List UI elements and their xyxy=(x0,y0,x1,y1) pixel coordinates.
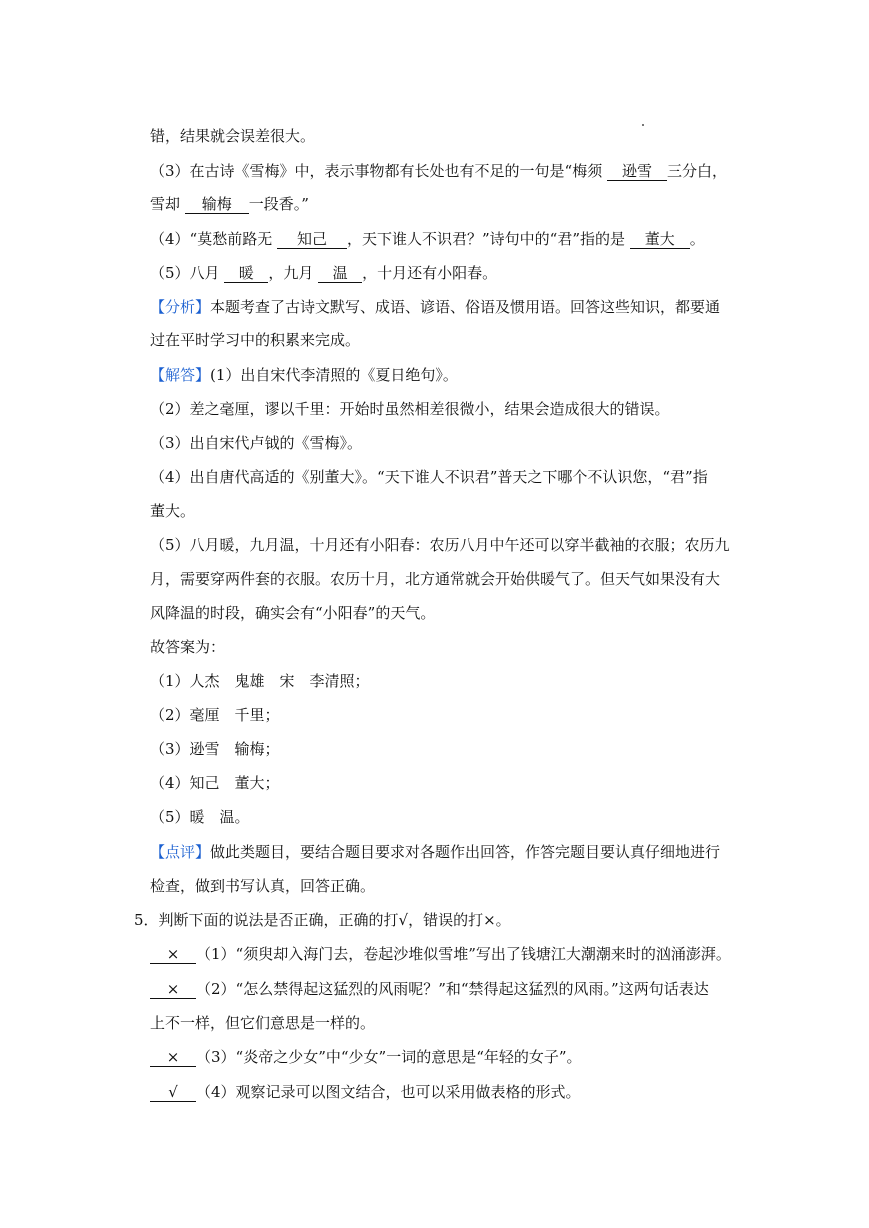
answer-line: （3）出自宋代卢钺的《雪梅》。 xyxy=(150,434,363,452)
answer-tag: 【解答】 xyxy=(150,366,211,384)
answer-blank: 逊雪 xyxy=(607,162,667,181)
judgement-item: × （1）“须臾却入海门去，卷起沙堆似雪堆”写出了钱塘江大潮潮来时的汹涌澎湃。 xyxy=(150,944,731,964)
judgement-item: × （3）“炎帝之少女”中“少女”一词的意思是“年轻的女子”。 xyxy=(150,1047,582,1067)
question-3-line-2: 雪却 输梅 一段香。” xyxy=(150,195,309,213)
judgement-mark: × xyxy=(150,1048,196,1067)
judgement-mark: √ xyxy=(150,1083,196,1102)
answer-line: 董大。 xyxy=(150,502,196,520)
question-3-line-1: （3）在古诗《雪梅》中，表示事物都有长处也有不足的一句是“梅须 逊雪 三分白， xyxy=(150,162,727,180)
judgement-item: √ （4）观察记录可以图文结合，也可以采用做表格的形式。 xyxy=(150,1082,581,1102)
answer-line: （2）差之毫厘，谬以千里：开始时虽然相差很微小，结果会造成很大的错误。 xyxy=(150,400,670,418)
answer-summary: （3）逊雪 输梅； xyxy=(150,740,280,758)
stray-dot xyxy=(642,124,644,126)
judgement-mark: × xyxy=(150,945,196,964)
answer-blank: 温 xyxy=(318,264,362,283)
answer-line: （5）八月暖，九月温，十月还有小阳春：农历八月中午还可以穿半截袖的衣服；农历九 xyxy=(150,536,730,554)
answer-line: 风降温的时段，确实会有“小阳春”的天气。 xyxy=(150,604,436,622)
question-5-title: 5．判断下面的说法是否正确，正确的打√，错误的打×。 xyxy=(134,911,511,929)
answer-blank: 输梅 xyxy=(185,195,249,214)
answer-line: （4）出自唐代高适的《别董大》。“天下谁人不识君”普天之下哪个不认识您，“君”指 xyxy=(150,468,708,486)
answer-summary: （1）人杰 鬼雄 宋 李清照； xyxy=(150,672,370,690)
answer-line: 月，需要穿两件套的衣服。农历十月，北方通常就会开始供暖气了。但天气如果没有大 xyxy=(150,570,721,588)
answer-blank: 知己 xyxy=(277,230,347,249)
question-5-line: （5）八月 暖 ，九月 温 ，十月还有小阳春。 xyxy=(150,264,498,282)
analysis-tag: 【分析】 xyxy=(150,298,211,316)
answer-summary: （2）毫厘 千里； xyxy=(150,706,280,724)
answer-blank: 暖 xyxy=(224,264,268,283)
answer-line: 故答案为： xyxy=(150,638,226,656)
analysis-line-2: 过在平时学习中的积累来完成。 xyxy=(150,331,361,349)
judgement-continuation: 上不一样，但它们意思是一样的。 xyxy=(150,1014,376,1032)
answer-summary: （4）知己 董大； xyxy=(150,774,280,792)
answer-summary: （5）暖 温。 xyxy=(150,808,250,826)
judgement-item: × （2）“怎么禁得起这猛烈的风雨呢？”和“禁得起这猛烈的风雨。”这两句话表达 xyxy=(150,979,709,999)
comment-tag: 【点评】 xyxy=(150,843,211,861)
judgement-mark: × xyxy=(150,980,196,999)
answer-line-1: 【解答】(1）出自宋代李清照的《夏日绝句》。 xyxy=(150,366,458,384)
comment-line-2: 检查，做到书写认真，回答正确。 xyxy=(150,877,376,895)
text-line: 错，结果就会误差很大。 xyxy=(150,127,316,145)
question-4-line: （4）“莫愁前路无 知己 ，天下谁人不识君？”诗句中的“君”指的是 董大 。 xyxy=(150,230,705,248)
comment-line-1: 【点评】做此类题目，要结合题目要求对各题作出回答，作答完题目要认真仔细地进行 xyxy=(150,843,721,861)
analysis-line-1: 【分析】本题考查了古诗文默写、成语、谚语、俗语及惯用语。回答这些知识，都要通 xyxy=(150,298,721,316)
answer-blank: 董大 xyxy=(630,230,690,249)
